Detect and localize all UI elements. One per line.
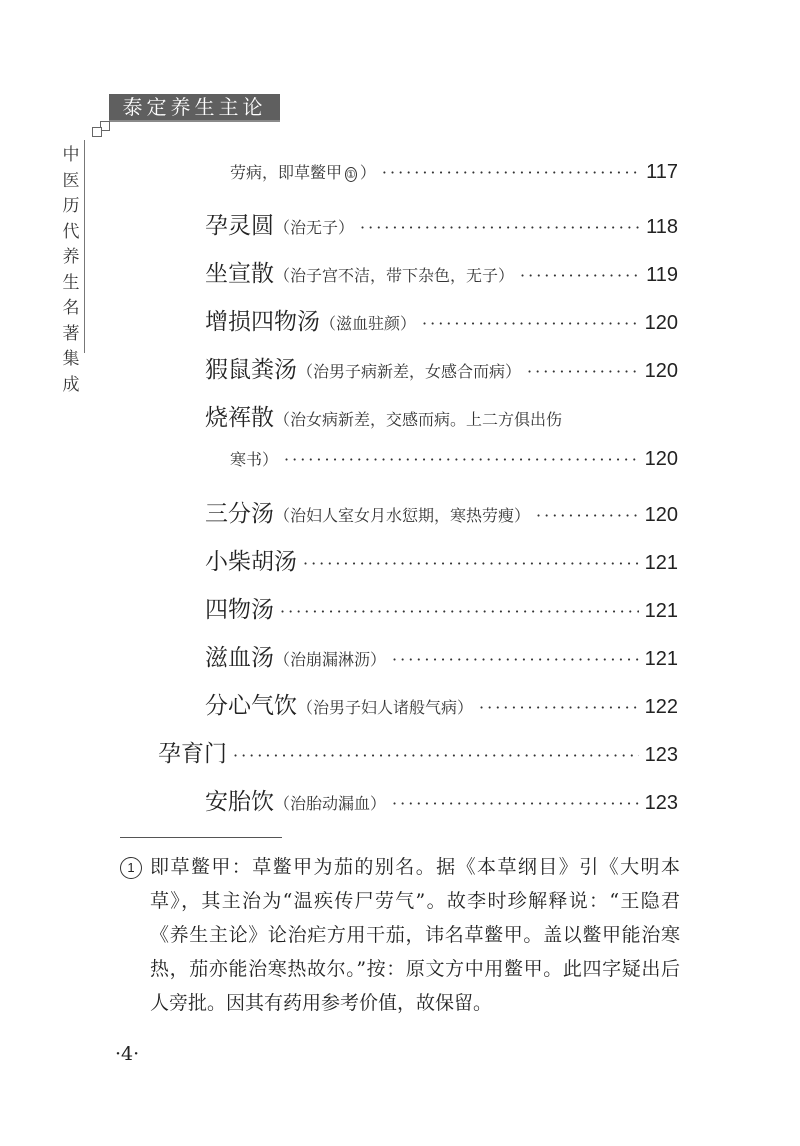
toc-title: 分心气饮 bbox=[205, 693, 297, 719]
toc-note: 寒书） bbox=[230, 450, 279, 469]
toc-note: （治男子病新差，女感合而病） bbox=[297, 362, 522, 381]
leader-dots bbox=[284, 450, 639, 469]
toc-row bbox=[205, 351, 678, 391]
toc-note: （治胎动漏血） bbox=[274, 794, 387, 813]
toc-row bbox=[205, 255, 678, 295]
toc-row bbox=[205, 303, 678, 343]
footnote-marker: 1 bbox=[120, 857, 142, 879]
toc-note-tail: ） bbox=[359, 163, 376, 182]
toc-row bbox=[205, 687, 678, 727]
leader-dots bbox=[527, 362, 639, 381]
leader-dots bbox=[479, 698, 639, 717]
toc-page: 120 bbox=[644, 360, 678, 382]
toc-note: （治男子妇人诸般气病） bbox=[297, 698, 474, 717]
toc-row bbox=[205, 399, 678, 439]
leader-dots bbox=[422, 314, 639, 333]
toc-title: 猳鼠粪汤 bbox=[205, 357, 297, 383]
running-header: 泰定养生主论 bbox=[109, 94, 280, 120]
toc-note: 劳病，即草鳖甲 bbox=[230, 163, 343, 182]
toc-page: 117 bbox=[646, 161, 678, 183]
toc-page: 123 bbox=[644, 792, 678, 814]
footnote-text: 即草鳖甲：草鳖甲为茄的别名。据《本草纲目》引《大明本草》，其主治为“温疾传尸劳气”。故李时珍解释说：“王隐君《养生主论》论治疟方用干茄，讳名草鳖甲。盖以鳖甲能治寒热，茄亦能治寒热故尔。”按：原文方中用鳖甲。此四字疑出后人旁批。因其有药用参考价值，故保留。 bbox=[150, 856, 680, 1014]
toc-row bbox=[205, 495, 678, 535]
toc-title: 滋血汤 bbox=[205, 645, 274, 671]
toc-row bbox=[205, 543, 678, 583]
toc-row bbox=[205, 783, 678, 823]
toc-title: 烧裈散 bbox=[205, 405, 274, 431]
leader-dots bbox=[392, 794, 639, 813]
toc-note: （治无子） bbox=[274, 218, 355, 237]
toc-note: （治女病新差，交感而病。上二方俱出伤 bbox=[274, 410, 563, 429]
toc-note: （滋血驻颜） bbox=[320, 314, 417, 333]
toc-row-section bbox=[158, 735, 678, 775]
toc-page: 122 bbox=[644, 696, 678, 718]
toc-note: （治崩漏淋沥） bbox=[274, 650, 387, 669]
page-number: ·4· bbox=[115, 1043, 140, 1065]
toc-page: 120 bbox=[644, 312, 678, 334]
header-rule bbox=[109, 120, 280, 122]
toc-title: 增损四物汤 bbox=[205, 309, 320, 335]
side-rule bbox=[84, 140, 85, 353]
leader-dots bbox=[360, 218, 640, 237]
toc-row bbox=[205, 207, 678, 247]
toc-row-continuation bbox=[230, 447, 678, 487]
toc-row bbox=[205, 591, 678, 631]
toc-section-title: 孕育门 bbox=[158, 741, 227, 767]
toc-title: 孕灵圆 bbox=[205, 213, 274, 239]
toc-page: 121 bbox=[644, 600, 678, 622]
toc-title: 坐宣散 bbox=[205, 261, 274, 287]
toc-page: 118 bbox=[646, 216, 678, 238]
toc-page: 123 bbox=[644, 744, 678, 766]
leader-dots bbox=[536, 506, 639, 525]
toc-row bbox=[205, 639, 678, 679]
toc-note: （治子宫不洁，带下杂色，无子） bbox=[274, 266, 515, 285]
toc-page: 121 bbox=[644, 648, 678, 670]
corner-ornament bbox=[92, 127, 102, 137]
footnote-rule bbox=[120, 837, 282, 838]
toc-page: 119 bbox=[646, 264, 678, 286]
footnote-ref: ① bbox=[346, 168, 356, 181]
series-title: 中医历代养生名著集成 bbox=[62, 145, 80, 395]
toc-page: 121 bbox=[644, 552, 678, 574]
toc-row-continuation bbox=[230, 160, 678, 200]
toc-page: 120 bbox=[644, 448, 678, 470]
footnote bbox=[120, 850, 680, 1020]
toc-title: 小柴胡汤 bbox=[205, 549, 297, 575]
leader-dots bbox=[392, 650, 639, 669]
leader-dots bbox=[280, 602, 639, 621]
leader-dots bbox=[303, 554, 639, 573]
toc-title: 四物汤 bbox=[205, 597, 274, 623]
leader-dots bbox=[382, 163, 640, 182]
toc-note: （治妇人室女月水愆期，寒热劳瘦） bbox=[274, 506, 531, 525]
leader-dots bbox=[233, 746, 639, 765]
toc-page: 120 bbox=[644, 504, 678, 526]
leader-dots bbox=[520, 266, 640, 285]
toc-title: 安胎饮 bbox=[205, 789, 274, 815]
toc-title: 三分汤 bbox=[205, 501, 274, 527]
